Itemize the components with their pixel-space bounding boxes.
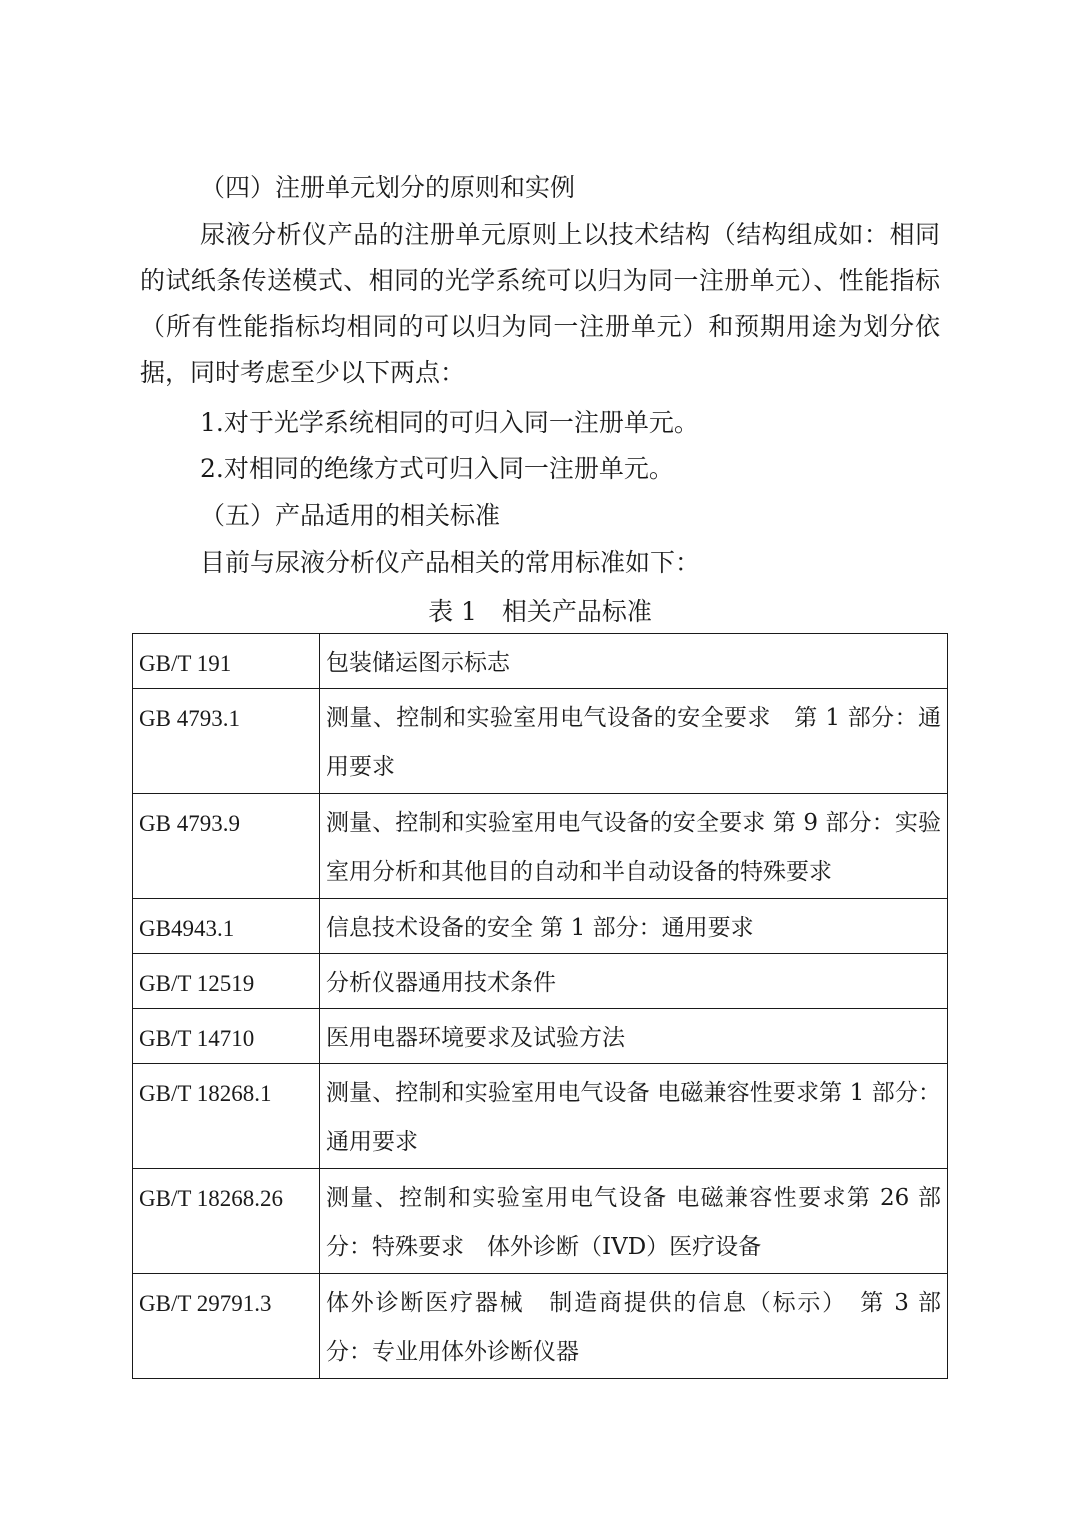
table-row (133, 794, 948, 899)
section-heading-5: （五）产品适用的相关标准 (200, 501, 501, 530)
standard-code: GB/T 191 (133, 634, 320, 689)
standard-title: 体外诊断医疗器械 制造商提供的信息（标示） 第 3 部分：专业用体外诊断仪器 (320, 1274, 948, 1379)
table-row (133, 1064, 948, 1169)
standard-code: GB/T 18268.26 (133, 1169, 320, 1274)
standards-intro: 目前与尿液分析仪产品相关的常用标准如下： (200, 548, 701, 577)
standard-title: 分析仪器通用技术条件 (320, 954, 948, 1009)
standard-title: 医用电器环境要求及试验方法 (320, 1009, 948, 1064)
standard-title: 测量、控制和实验室用电气设备 电磁兼容性要求第 26 部分：特殊要求 体外诊断（IVD）医疗设备 (320, 1169, 948, 1274)
standard-code: GB/T 12519 (133, 954, 320, 1009)
standard-code: GB 4793.1 (133, 689, 320, 794)
section-heading-4: （四）注册单元划分的原则和实例 (200, 173, 576, 202)
standard-code: GB4943.1 (133, 899, 320, 954)
table-row (133, 1274, 948, 1379)
standard-title: 测量、控制和实验室用电气设备的安全要求 第 1 部分：通用要求 (320, 689, 948, 794)
standards-table (132, 633, 948, 1379)
table-row (133, 954, 948, 1009)
table-row (133, 899, 948, 954)
standard-code: GB/T 14710 (133, 1009, 320, 1064)
registration-unit-paragraph: 尿液分析仪产品的注册单元原则上以技术结构（结构组成如：相同的试纸条传送模式、相同的光学系统可以归为同一注册单元）、性能指标（所有性能指标均相同的可以归为同一注册单元）和预期用途为划分依据，同时考虑至少以下两点： (140, 220, 940, 387)
standard-code: GB 4793.9 (133, 794, 320, 899)
standard-code: GB/T 18268.1 (133, 1064, 320, 1169)
standard-title: 信息技术设备的安全 第 1 部分：通用要求 (320, 899, 948, 954)
standard-title: 测量、控制和实验室用电气设备的安全要求 第 9 部分：实验室用分析和其他目的自动和半自动设备的特殊要求 (320, 794, 948, 899)
table-row (133, 1169, 948, 1274)
standard-code: GB/T 29791.3 (133, 1274, 320, 1379)
table-caption: 表 1 相关产品标准 (428, 597, 652, 626)
standard-title: 包装储运图示标志 (320, 634, 948, 689)
list-item-1: 1.对于光学系统相同的可归入同一注册单元。 (200, 408, 699, 437)
table-row (133, 634, 948, 689)
table-row (133, 689, 948, 794)
standard-title: 测量、控制和实验室用电气设备 电磁兼容性要求第 1 部分：通用要求 (320, 1064, 948, 1169)
list-item-2: 2.对相同的绝缘方式可归入同一注册单元。 (200, 454, 674, 483)
table-row (133, 1009, 948, 1064)
